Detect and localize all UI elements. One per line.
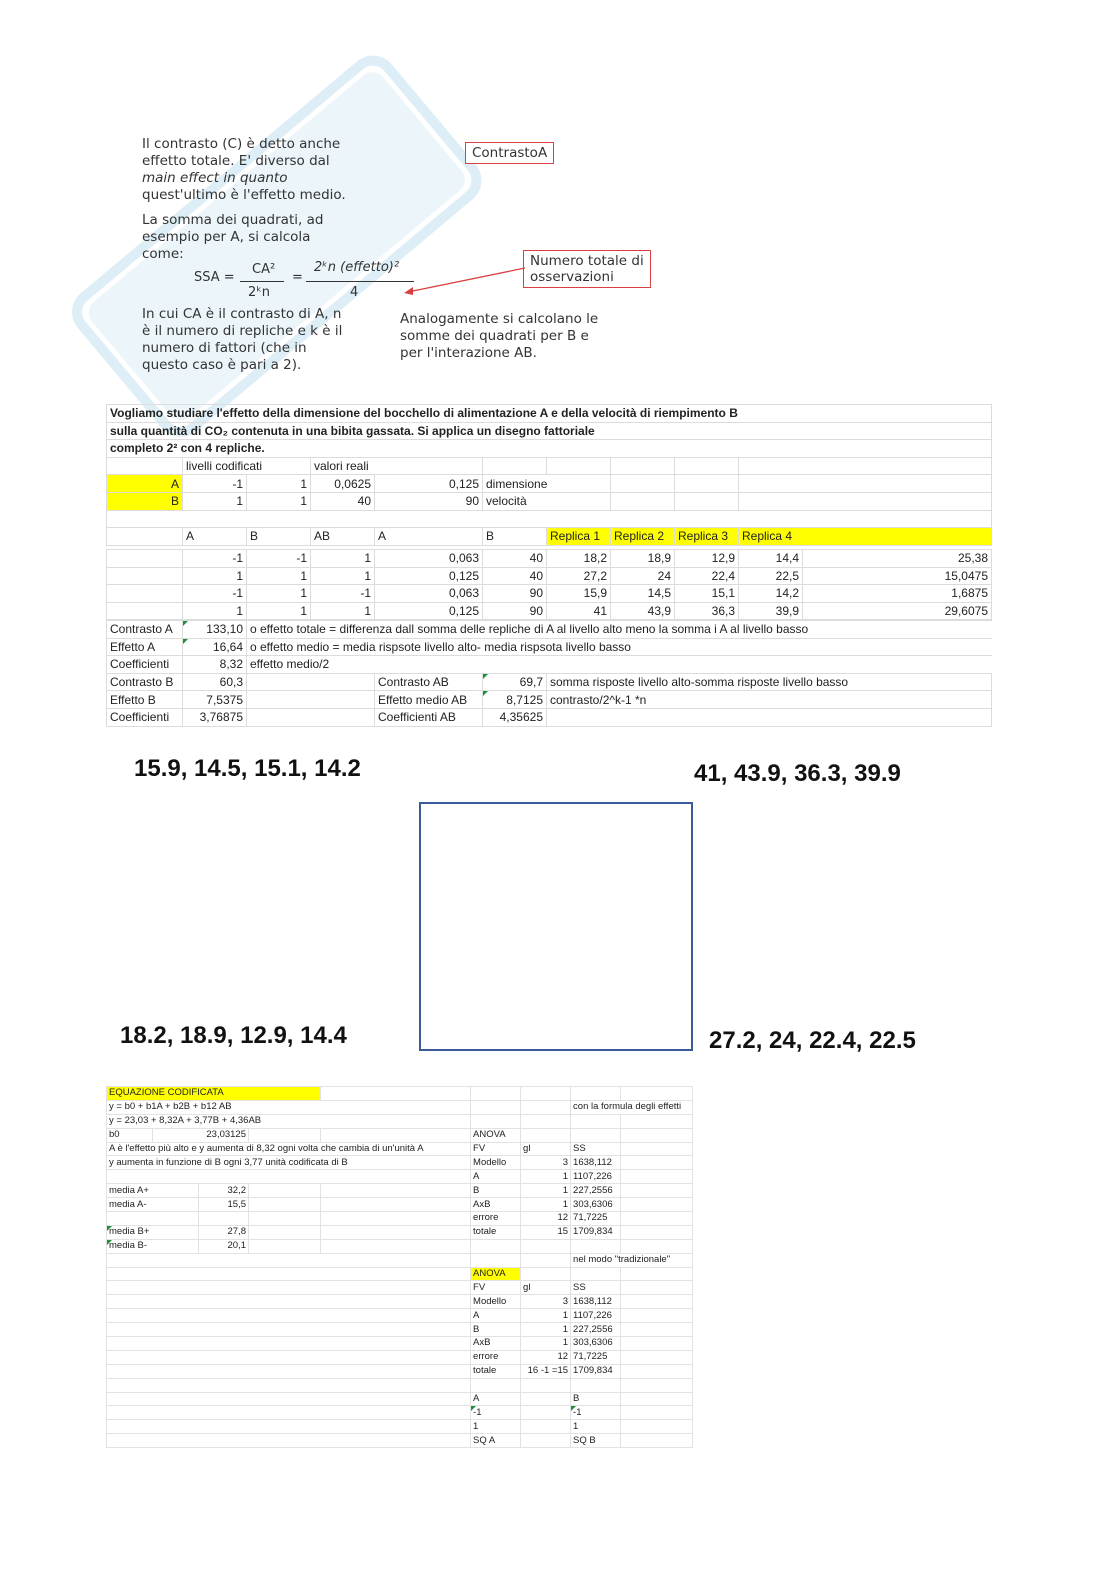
cell: 15,5: [199, 1198, 249, 1212]
contrast-paragraph: Il contrasto (C) è detto anche effetto totale. E' diverso dal main effect in quanto quest'ultimo è l'effetto medio.: [142, 136, 346, 203]
contrasto-label: ContrastoA: [465, 142, 554, 164]
cell: B: [471, 1184, 521, 1198]
cell: 1107,226: [571, 1309, 621, 1323]
fraction-line-2: [306, 281, 414, 282]
cell: FV: [471, 1281, 521, 1295]
cell: 40: [311, 492, 375, 510]
cell: 1: [311, 602, 375, 620]
cell: 0,063: [375, 585, 483, 603]
cell: 1709,834: [571, 1225, 621, 1239]
design-square: [419, 802, 693, 1051]
cell: AB: [311, 528, 375, 546]
cell: 22,5: [739, 567, 803, 585]
table-row: [107, 567, 992, 585]
cell: 43,9: [611, 602, 675, 620]
cell: 1: [521, 1184, 571, 1198]
corner-values-bottom-right: 27.2, 24, 22.4, 22.5: [709, 1027, 916, 1054]
arrow-icon: [400, 260, 530, 300]
cell: -1: [183, 585, 247, 603]
corner-values-top-left: 15.9, 14.5, 15.1, 14.2: [134, 755, 361, 782]
cell: dimensione: [483, 475, 547, 493]
cell: 36,3: [675, 602, 739, 620]
cell: 15,0475: [803, 567, 992, 585]
cell: 3,76875: [183, 708, 247, 726]
cell: SQ B: [571, 1434, 621, 1448]
formula-num2: 2ᵏn (effetto)²: [314, 260, 400, 275]
cell: 90: [483, 585, 547, 603]
cell: 7,5375: [183, 691, 247, 709]
cell: 1: [571, 1420, 621, 1434]
description-line-3: completo 2² con 4 repliche.: [107, 440, 992, 458]
cell: 227,2556: [571, 1323, 621, 1337]
cell: totale: [471, 1364, 521, 1378]
cell: 12: [521, 1350, 571, 1364]
cell: 1: [521, 1337, 571, 1351]
formula-lhs: SSA =: [194, 270, 235, 285]
cell: Replica 1: [547, 528, 611, 546]
contrast-table: [106, 620, 991, 727]
cell: 0,125: [375, 602, 483, 620]
formula-den1: 2ᵏn: [248, 285, 271, 300]
cell: Effetto medio AB: [375, 691, 483, 709]
cell: 0,125: [375, 475, 483, 493]
cell: 1: [247, 585, 311, 603]
cell: 40: [483, 567, 547, 585]
cell: 40: [483, 550, 547, 568]
cell: o effetto totale = differenza dall somma delle repliche di A al livello alto meno la somma i A al livello basso: [247, 621, 992, 639]
cell: SS: [571, 1142, 621, 1156]
cell: media B-: [107, 1239, 199, 1253]
description-line-2: sulla quantità di CO₂ contenuta in una bibita gassata. Si applica un disegno fattoriale: [107, 422, 992, 440]
factor-b-label: B: [107, 492, 183, 510]
cell: 1: [247, 475, 311, 493]
cell: 8,32: [183, 656, 247, 674]
formula-den2: 4: [350, 285, 359, 300]
cell: 14,2: [739, 585, 803, 603]
table-row: [107, 550, 992, 568]
cell: SQ A: [471, 1434, 521, 1448]
cell: SS: [571, 1281, 621, 1295]
cell: y aumenta in funzione di B ogni 3,77 unità codificata di B: [107, 1156, 471, 1170]
cell: 0,125: [375, 567, 483, 585]
cell: velocità: [483, 492, 547, 510]
cell: 1107,226: [571, 1170, 621, 1184]
cell: B: [571, 1392, 621, 1406]
cell: 24: [611, 567, 675, 585]
header-valori-reali: valori reali: [311, 457, 483, 475]
cell: Contrasto AB: [375, 673, 483, 691]
cell: 1: [521, 1323, 571, 1337]
cell: Modello: [471, 1295, 521, 1309]
cell: 71,7225: [571, 1212, 621, 1226]
cell: 0,063: [375, 550, 483, 568]
cell: b0: [107, 1128, 153, 1142]
cell: 18,2: [547, 550, 611, 568]
cell: 25,38: [803, 550, 992, 568]
cell: 1: [311, 567, 375, 585]
cell: Coefficienti: [107, 708, 183, 726]
cell: B: [483, 528, 547, 546]
cell: 69,7: [483, 673, 547, 691]
cell: 8,7125: [483, 691, 547, 709]
cell: 16,64: [183, 638, 247, 656]
cell: 1: [183, 567, 247, 585]
cell: Contrasto A: [107, 621, 183, 639]
cell: nel modo "tradizionale": [571, 1253, 693, 1267]
cell: somma risposte livello alto-somma risposte livello basso: [547, 673, 992, 691]
cell: media A+: [107, 1184, 199, 1198]
cell: 32,2: [199, 1184, 249, 1198]
cell: B: [247, 528, 311, 546]
cell: 41: [547, 602, 611, 620]
cell: contrasto/2^k-1 *n: [547, 691, 992, 709]
cell: A è l'effetto più alto e y aumenta di 8,32 ogni volta che cambia di un'unità A: [107, 1142, 471, 1156]
cell: 1: [471, 1420, 521, 1434]
cell: 1: [183, 602, 247, 620]
equation-coded: y = 23,03 + 8,32A + 3,77B + 4,36AB: [107, 1114, 471, 1128]
cell: gl: [521, 1281, 571, 1295]
cell: 16 -1 =15: [521, 1364, 571, 1378]
cell: A: [471, 1170, 521, 1184]
cell: 22,4: [675, 567, 739, 585]
cell: o effetto medio = media rispsote livello alto- media rispsota livello basso: [247, 638, 992, 656]
cell: 1: [311, 550, 375, 568]
cell: Replica 4: [739, 528, 992, 546]
cell: 90: [483, 602, 547, 620]
cell: A: [471, 1309, 521, 1323]
cell: 18,9: [611, 550, 675, 568]
cell: 303,6306: [571, 1337, 621, 1351]
cell: 15,9: [547, 585, 611, 603]
cell: 3: [521, 1156, 571, 1170]
cell: FV: [471, 1142, 521, 1156]
cell: media B+: [107, 1225, 199, 1239]
cell: 27,2: [547, 567, 611, 585]
cell: Replica 3: [675, 528, 739, 546]
description-line-1: Vogliamo studiare l'effetto della dimensione del bocchello di alimentazione A e della velocità di riempimento B: [107, 405, 992, 423]
cell: 1: [247, 567, 311, 585]
cell: 0,0625: [311, 475, 375, 493]
cell: 1: [183, 492, 247, 510]
cell: ANOVA: [471, 1128, 521, 1142]
cell: 1638,112: [571, 1295, 621, 1309]
cell: 303,6306: [571, 1198, 621, 1212]
cell: B: [471, 1323, 521, 1337]
cell: 1: [521, 1198, 571, 1212]
corner-values-bottom-left: 18.2, 18.9, 12.9, 14.4: [120, 1022, 347, 1049]
cell: 227,2556: [571, 1184, 621, 1198]
cell: 39,9: [739, 602, 803, 620]
cell: 23,03125: [153, 1128, 249, 1142]
cell: 1709,834: [571, 1364, 621, 1378]
factorial-spreadsheet: [106, 404, 991, 546]
cell: 90: [375, 492, 483, 510]
cell: AxB: [471, 1337, 521, 1351]
cell: 1,6875: [803, 585, 992, 603]
cell: 1: [247, 492, 311, 510]
cell: Contrasto B: [107, 673, 183, 691]
cell: 12,9: [675, 550, 739, 568]
analogamente-paragraph: Analogamente si calcolano le somme dei quadrati per B e per l'interazione AB.: [400, 311, 599, 361]
cell: 133,10: [183, 621, 247, 639]
cell: media A-: [107, 1198, 199, 1212]
cell: Modello: [471, 1156, 521, 1170]
cell: Effetto A: [107, 638, 183, 656]
cell: totale: [471, 1225, 521, 1239]
factor-a-label: A: [107, 475, 183, 493]
cell: -1: [247, 550, 311, 568]
sum-of-squares-paragraph: La somma dei quadrati, ad esempio per A, si calcola come:: [142, 212, 324, 262]
cell: Coefficienti: [107, 656, 183, 674]
cell: A: [183, 528, 247, 546]
coded-equation-spreadsheet: [106, 1086, 692, 1448]
numero-osservazioni-label: Numero totale di osservazioni: [523, 250, 651, 288]
contrast-definition-paragraph: In cui CA è il contrasto di A, n è il numero di repliche e k è il numero di fattori (che in questo caso è pari a 2).: [142, 306, 343, 373]
cell: -1: [183, 475, 247, 493]
cell: 14,5: [611, 585, 675, 603]
formula-eq: =: [292, 270, 303, 285]
cell: 20,1: [199, 1239, 249, 1253]
cell: 15: [521, 1225, 571, 1239]
cell: 1: [247, 602, 311, 620]
cell: Replica 2: [611, 528, 675, 546]
cell: effetto medio/2: [247, 656, 992, 674]
cell: -1: [183, 550, 247, 568]
replica-data-table: [106, 549, 991, 620]
cell: A: [471, 1392, 521, 1406]
cell: 27,8: [199, 1225, 249, 1239]
cell: 15,1: [675, 585, 739, 603]
table-row: [107, 585, 992, 603]
cell: AxB: [471, 1198, 521, 1212]
cell: 3: [521, 1295, 571, 1309]
cell: Effetto B: [107, 691, 183, 709]
cell: Coefficienti AB: [375, 708, 483, 726]
cell: 29,6075: [803, 602, 992, 620]
header-livelli-codificati: livelli codificati: [183, 457, 311, 475]
cell: gl: [521, 1142, 571, 1156]
cell: errore: [471, 1350, 521, 1364]
cell: 71,7225: [571, 1350, 621, 1364]
cell: A: [375, 528, 483, 546]
table-row: [107, 602, 992, 620]
replica-header-row: [107, 528, 992, 546]
equation-general: y = b0 + b1A + b2B + b12 AB: [107, 1100, 471, 1114]
cell: ANOVA: [471, 1267, 521, 1281]
cell: 60,3: [183, 673, 247, 691]
formula-num1: CA²: [252, 262, 276, 277]
cell: 1: [521, 1309, 571, 1323]
cell: 1: [521, 1170, 571, 1184]
cell: -1: [571, 1406, 621, 1420]
cell: 12: [521, 1212, 571, 1226]
cell: 14,4: [739, 550, 803, 568]
equation-title: EQUAZIONE CODIFICATA: [107, 1087, 321, 1101]
cell: -1: [471, 1406, 521, 1420]
corner-values-top-right: 41, 43.9, 36.3, 39.9: [694, 760, 901, 787]
cell: -1: [311, 585, 375, 603]
fraction-line-1: [240, 281, 284, 282]
cell: con la formula degli effetti: [571, 1100, 693, 1114]
cell: 1638,112: [571, 1156, 621, 1170]
cell: 4,35625: [483, 708, 547, 726]
cell: errore: [471, 1212, 521, 1226]
